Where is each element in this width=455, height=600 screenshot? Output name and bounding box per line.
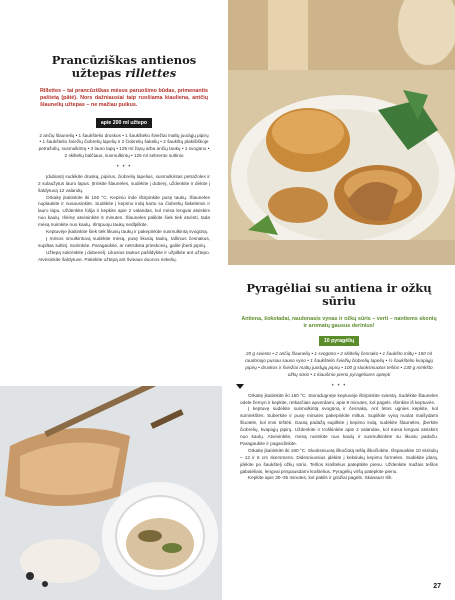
rillettes-ingredients: 2 ančių šlaunelių • 1 šaukštelio druskos • 1 šaukštelio šviežiai maltų juodųjų pipirų • 1 šaukštelio šviežių čiobrelių lapelių ir 2 čiobrelių šakelių • 2 šaukštų plakišiškoje petražolių, susmulkintų • 3 lauro lapų • 125 ml žąsų arba ančių taukų • 1 svogūno • 2 skiltelių balčiaus, susmulkintų • 125 ml sebrento sultinio — [38, 132, 210, 158]
rillettes-step: Įdubiantį sudėkite druską, pipirus, čiobrelių lapelius, susmulkintas petražoles ir 2 sulaužytus lauro lapus. Įtrinkite šlauneles, sudėkite į dubenį, uždenkite ir dėkite į šaldytuvą 12 valandų. — [38, 173, 210, 193]
rillettes-title-line1: Prancūziškas antienos — [51, 53, 197, 67]
pastries-step: Orkaitę įkaitinkite iki 180 °C. Sluoksniuotą iškočiotą tešlą iškočiokite. Išspauskite 10 skritulių – 12 ir 6 cm skersmens. Didesniuosius įdėkite į keksiukų kepimo formeles. Sudėkite įdarą, įdėkite po šaukštelį ožkų sūrio. Tešlos kraštelius pateptkite pienu. Uždenkite mažais tešlos gabalėliais, lengvai prispausdami kraštelius. Pyragėlių viršų patepkite pienu. — [240, 447, 438, 474]
rillettes-method — [38, 174, 210, 264]
pastries-ingredients: 20 g sviesto • 2 ančių šlaunelių • 1 svogūno • 2 skiltelių česnako • 1 šaukšto miltų • 150 ml raudonojo pusiau sauso vyno • 1 šaukštelio šviežių čiobrelių lapelių • ½ šaukštelio kvapiųjų pipirų • druskos ir šviežiai maltų juodųjų pipirų • 100 g sluoksniuotos tešlos • 130 g minkšto ožkų sūrio • 1 kiaušinio pieno pyragėliams aptepti — [244, 351, 434, 377]
pastries-step: Kepkite apie 30–35 minutes, kol pakils ir gražiai pagels. Skanaus! Ilih. — [248, 475, 393, 481]
rillettes-title — [38, 54, 210, 80]
pastries-recipe — [240, 282, 438, 482]
pastries-step: Į keptuvę sudėkite susmulkintą svogūną ir česnaką. Ant lėtos ugnies kepkite, kol suminkštės. Suberkite ir pusę minutės pakepinkite miltus. Supilkite vyną nuolat maišydami šluotele, kol imsi tirštėti. Gautą padažą supilkite į kepimo indą, sudėkite šlauneles, įberkite čiobrelių, kvapiųjų pipirų. Uždenkite ir troškinkite apie 2 valandas, kol mėsa lengvai atsiskirs nuo kaulų. Atvėsinkite, mėsą nuimkite nuo kaulų ir susmulkinkite su likusiu padažu. Paragaukite ir pagardinkite. — [240, 406, 438, 446]
pastries-photo — [228, 0, 455, 265]
rillettes-photo — [0, 386, 222, 600]
rillettes-step: Keptuvėje įkaitinkite šiek tiek likusių taukų ir pakepinkite susmulkintą svogūną. — [46, 229, 209, 235]
rillettes-step: Į mėsos smulkintuvą sudėkite mėsą, pusę likusių taukų, tallinius česnakus, supiltas sultinį. Sutrinkite. Paragaukite, ar netrūksta prieskonių, galite įberti pipirų. — [38, 235, 210, 248]
page-number: 27 — [433, 583, 441, 590]
pastries-lead: Antiena, šokoladai, raudonasis vynas ir ožkų sūris – verti – nantiems skonių ir aromatų gausus derinius! — [241, 316, 437, 330]
rillettes-step: Orkaitę įkaitinkite iki 150 °C. Kepinio inde ištirpinkite pusę taukų. Šlauneles nuplaukite ir nusausinkite. Sudėkite į kepimo indą kartu su čiobrelių šakelėmis ir lauro lapu. Uždenkite folija ir kepkite apie 2 valandas, kol mėsa lengvai atsiskirs nuo kaulų. Išėmę atvėsinkite 6 minutes. Šlauneles palikite šiek tiek atvėsti, tada mėsą nuimkite nuo kaulų. Išrūpuoju taukų nedlpilkite. — [38, 194, 210, 228]
rillettes-title-italic: rillettes — [125, 66, 177, 80]
pastries-step: Orkaitę įkaitinkite iki 150 °C. Storadugnėje keptuvėje ištirpinkite sviestą. Sudėkite šlauneles odele žemyn ir kepkite, retkarčiais apverdami, apie 8 minutes, kol pagels. Išimkite iš keptuvės. — [240, 392, 438, 405]
pastries-yield-badge: 10 pyragėlių — [319, 336, 359, 346]
rillettes-title-prefix: užtepas — [71, 66, 126, 80]
rillettes-yield-badge: apie 200 ml užtepo — [96, 118, 152, 128]
section-marker-icon — [236, 384, 244, 389]
rillettes-lead: Rillettes – tai prancūziškas mėsos paruošimo būdas, primenantis paštetą (pâté). Nors dažniausiai taip ruošiama kiauliena, antčių šlaunelių užtepas – ne mažiau puikus. — [40, 88, 208, 109]
pastries-method — [240, 393, 438, 483]
rillettes-step: Užtepą sukrėskite į dubenėlį. Likusius taukus pašildykite ir užpilkite ant užtepo. Atvėsinkite šaldytuve. Patiekite užtepą ant švieaus duonos riekelių. — [38, 249, 210, 262]
rillettes-recipe — [38, 40, 210, 264]
rillettes-divider: • • • — [116, 163, 132, 170]
pastries-title: Pyragėliai su antiena ir ožkų sūriu — [246, 281, 432, 308]
pastries-divider: • • • — [331, 382, 347, 389]
